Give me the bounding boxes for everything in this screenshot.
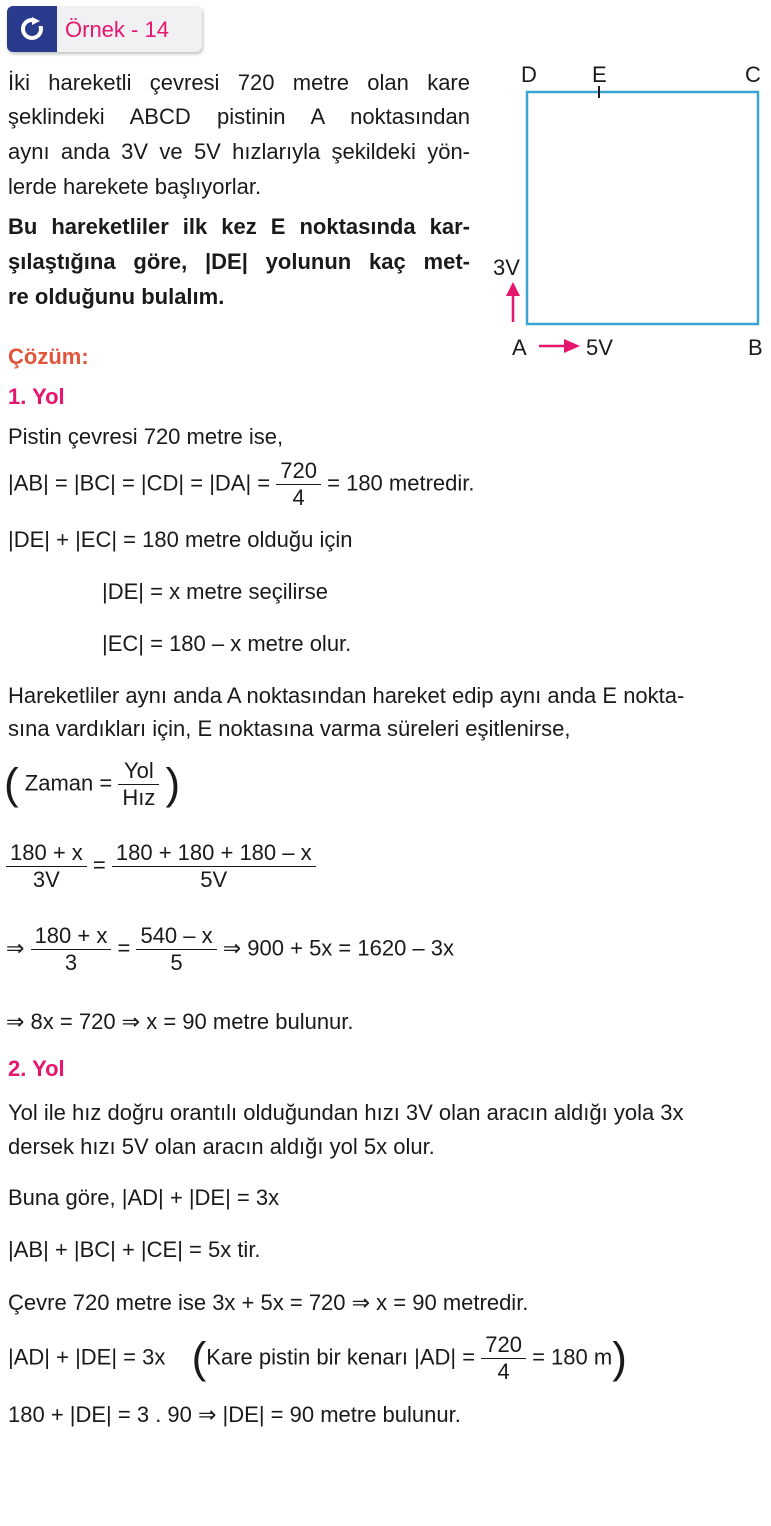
fraction-denominator: 5V [200,867,228,892]
way1-line-3: |DE| + |EC| = 180 metre olduğu için [8,527,353,552]
fraction-denominator: 4 [292,485,305,510]
problem-line-3: aynı anda 3V ve 5V hızlarıyla şekildeki yön- [8,139,470,164]
way2-line-2: dersek hızı 5V olan aracın aldığı yol 5x olur. [8,1134,435,1159]
problem-line-4: lerde harekete başlıyorlar. [8,174,262,199]
arrow-right-head [564,339,580,353]
way2-line-6-post: = 180 m [532,1344,613,1370]
fraction-720-4-b [481,1332,526,1385]
fraction-numerator: 720 [481,1332,526,1359]
zaman-label: Zaman = [24,770,113,796]
label-3v: 3V [493,255,520,280]
fraction-yol-hiz [118,758,159,811]
fraction-sum-5v [112,840,316,893]
way1-line-2-post: = 180 metredir. [327,470,475,496]
way2-note: Kare pistin bir kenarı |AD| = [206,1344,476,1370]
label-e: E [592,62,607,87]
implies-arrow: ⇒ [6,935,25,961]
way1-line-4: |DE| = x metre seçilirse [102,579,328,604]
way1-line-10 [6,923,454,976]
example-title: Örnek - 14 [65,17,169,42]
fraction-denominator: 3 [64,950,78,975]
fraction-denominator: 4 [497,1359,510,1384]
fraction-numerator: 180 + x [6,840,87,867]
fraction-720-4 [276,458,321,511]
solution-title: Çözüm: [8,344,89,369]
fraction-180x-3v [6,840,87,893]
equals-sign: = [92,852,106,878]
square-track-diagram [490,60,771,365]
fraction-180x-3 [31,923,112,976]
way2-line-3: Buna göre, |AD| + |DE| = 3x [8,1185,280,1210]
fraction-numerator: Yol [118,758,159,785]
example-badge [7,6,202,52]
way2-line-6 [8,1332,627,1385]
way1-line-2 [8,458,475,511]
equals-sign: = [117,935,131,961]
square-track [527,92,758,324]
way1-line-7: sına vardıkları için, E noktasına varma süreleri eşitlenirse, [8,716,571,741]
fraction-numerator: 540 – x [136,923,216,950]
fraction-numerator: 180 + 180 + 180 – x [112,840,316,867]
question-line-1: Bu hareketliler ilk kez E noktasında kar- [8,214,470,239]
way1-line-8 [4,758,180,811]
close-paren: ) [612,1333,627,1383]
problem-line-2: şeklindeki ABCD pistinin A noktasından [8,104,470,129]
fraction-numerator: 180 + x [31,923,112,950]
open-paren: ( [191,1333,207,1383]
fraction-denominator: Hız [122,785,156,810]
label-c: C [745,62,761,87]
way1-line-11: ⇒ 8x = 720 ⇒ x = 90 metre bulunur. [6,1009,354,1034]
refresh-icon [18,15,46,43]
way1-line-10-post: ⇒ 900 + 5x = 1620 – 3x [222,935,455,961]
way2-line-4: |AB| + |BC| + |CE| = 5x tir. [8,1237,261,1262]
way2-line-6-pre: |AD| + |DE| = 3x [8,1344,166,1370]
label-d: D [521,62,537,87]
close-paren: ) [165,759,181,809]
question-line-3: re olduğunu bulalım. [8,284,225,309]
way1-line-5: |EC| = 180 – x metre olur. [102,631,352,656]
label-a: A [512,335,527,360]
way2-title: 2. Yol [8,1056,65,1081]
open-paren: ( [4,759,19,809]
fraction-denominator: 3V [32,867,60,892]
way2-line-1: Yol ile hız doğru orantılı olduğundan hızı 3V olan aracın aldığı yola 3x [8,1100,684,1125]
fraction-denominator: 5 [170,950,183,975]
way2-line-5: Çevre 720 metre ise 3x + 5x = 720 ⇒ x = 90 metredir. [8,1290,529,1315]
way1-line-2-pre: |AB| = |BC| = |CD| = |DA| = [8,470,271,496]
way1-line-9 [6,840,316,893]
arrow-up-head [506,282,520,296]
way2-line-7: 180 + |DE| = 3 . 90 ⇒ |DE| = 90 metre bulunur. [8,1402,461,1427]
badge-icon-box [7,6,57,52]
way1-title: 1. Yol [8,384,65,409]
label-b: B [748,335,763,360]
problem-line-1: İki hareketli çevresi 720 metre olan kare [8,70,470,95]
fraction-numerator: 720 [276,458,321,485]
label-5v: 5V [586,335,613,360]
way1-line-6: Hareketliler aynı anda A noktasından hareket edip aynı anda E nokta- [8,683,685,708]
way1-line-1: Pistin çevresi 720 metre ise, [8,424,284,449]
question-line-2: şılaştığına göre, |DE| yolunun kaç met- [8,249,470,274]
fraction-540x-5 [136,923,216,976]
